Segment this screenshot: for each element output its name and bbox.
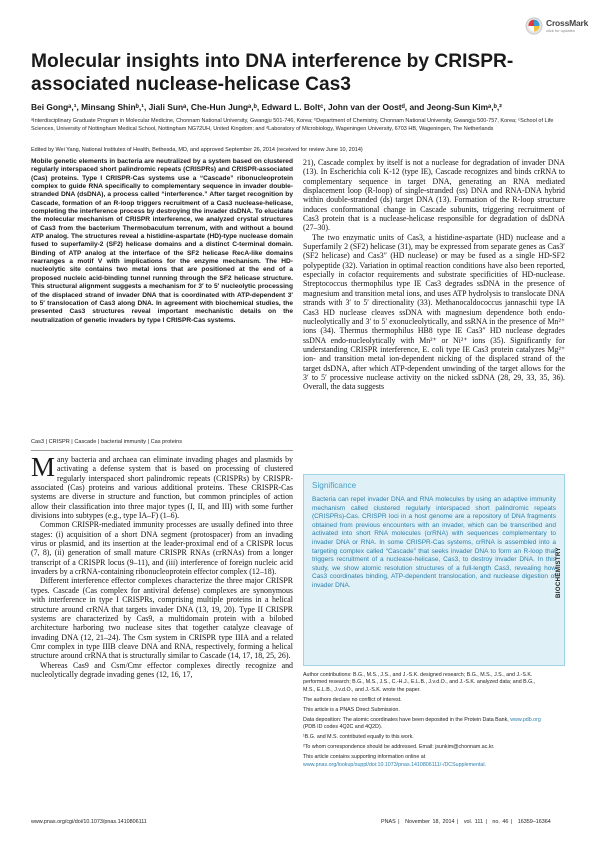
keywords-divider	[31, 450, 293, 451]
journal-footer: PNAS | November 18, 2014 | vol. 111 | no. 46 | 16359–16364	[381, 819, 551, 825]
body-column-left	[31, 452, 293, 679]
article-title: Molecular insights into DNA interference by CRISPR-associated nuclease-helicase Cas3	[31, 51, 514, 95]
author-contributions: Author contributions: B.G., M.S., J.S., and J.-S.K. designed research; B.G., M.S., J.S., and J.-S.K. performed research; B.G., M.S., J.S., C.-H.J., E.L.B., J.v.d.O., and J.-S.K. analyzed data; and B.G., M.S., E.L.B., J.v.d.O., and J.-S.K. wrote the paper.	[303, 672, 536, 693]
article-notes	[303, 672, 547, 772]
significance-text: Bacteria can repel invader DNA and RNA molecules by using an adaptive immunity mechanism called clustered regularly interspaced short palindromic repeats (CRISPRs)-Cas. CRISPR loci in a host genome are a repository of DNA fragments obtained from previous encounters with an invader, which can be transcribed and activated into short RNA molecules (crRNA) with sequences complementary to invader DNA or RNA. In some CRISPR-Cas systems, crRNA is assembled into a targeting complex called “Cascade” that seeks invader DNA to form an R-loop that triggers recruitment of a nuclease-helicase, Cas3, to destroy invader DNA. In this study, we show atomic resolution structures of a full-length Cas3, revealing how Cas3 coordinates binding, ATP-dependent translocation, and nuclease digestion of invader DNA.	[312, 496, 556, 589]
keywords: Cas3 | CRISPR | Cascade | bacterial immunity | Cas proteins	[31, 439, 182, 445]
issue: no. 46	[492, 819, 509, 825]
supporting-info: This article contains supporting information online at www.pnas.org/lookup/suppl/doi:10.1073/pnas.1410806111/-/DCSupplemental.	[303, 754, 486, 768]
page-range: 16359–16364	[517, 819, 551, 825]
crossmark-icon	[525, 17, 543, 35]
body-paragraph: Whereas Cas9 and Csm/Cmr effector complexes directly recognize and nucleolytically degrade invading genes (12, 16, 17,	[31, 660, 293, 679]
affiliations: ᵃInterdisciplinary Graduate Program in Molecular Medicine, Chonnam National University, Gwangju 501-746, Korea; ᵇDepartment of Chemistry, Chonnam National University, Gwangju 500-757, Korea; ᶜSchool of Life Sciences, University of Nottingham Medical School, Nottingham NG72UH, United Kingdom; and ᵈLaboratory of Microbiology, Wageningen University, 6703 HB, Wageningen, The Netherlands	[31, 118, 554, 133]
body-paragraph: Common CRISPR-mediated immunity processes are usually defined into three stages: (i) acquisition of a short DNA segment (protospacer) from an invading virus or plasmid, and its insertion at the leader-proximal end of a CRISPR locus (7, 8), (ii) generation of small mature CRISPR RNAs (crRNAs) from a longer transcript of a CRISPR locus (9–11), and (iii) interference of foreign nucleic acid invaders by a crRNA-containing ribonucleoprotein effector complex (12–18).	[31, 520, 293, 577]
author-list: Bei Gongᵃ,¹, Minsang Shinᵇ,¹, Jiali Sunᵃ, Che-Hun Jungᵃ,ᵇ, Edward L. Boltᶜ, John van der Oostᵈ, and Jeong-Sun Kimᵃ,ᵇ,²	[31, 102, 502, 112]
supporting-info-link[interactable]: www.pnas.org/lookup/suppl/doi:10.1073/pnas.1410806111/-/DCSupplemental.	[303, 761, 486, 768]
conflict-statement: The authors declare no conflict of interest.	[303, 696, 402, 703]
crossmark-subtitle: click for updates	[546, 27, 575, 33]
body-paragraph: 21), Cascade complex by itself is not a nuclease for degradation of invader DNA (13). In Escherichia coli K-12 (type IE), Cascade recognizes and binds crRNA to complementary sequence in target DNA, generating an RNA mediated displacement loop (R-loop) of single-stranded (ss) DNA and RNA-DNA hybrid within double-stranded (ds) target DNA (13). Formation of the R-loop structure induces conformational change in Cascade subunits, triggering recruitment of Cas3 protein that is a nuclease-helicase responsible for degradation of dsDNA (27–30).	[303, 158, 565, 233]
body-paragraph: Different interference effector complexes characterize the three major CRISPR types. Cascade (Cas complex for antiviral defense) complexes are synonymous with interference in type I CRISPRs, comprising multiple proteins in a helical structure around crRNA that targets invader DNA (13, 19, 20). Type II CRISPR systems are characterized by Cas9, a multidomain protein with a bilobed architecture harboring two nuclease sites that together catalyze cleavage of invading DNA (12, 21–24). The Csm system in CRISPR type IIIA and a related Cmr complex in type IIIB cleave DNA and RNA, respectively, forming a helical structure around crRNA that is structurally similar to Cascade (14, 17, 18, 25, 26).	[31, 576, 293, 661]
significance-box	[303, 474, 565, 666]
body-paragraph: The two enzymatic units of Cas3, a histidine-aspartate (HD) nuclease and a Superfamily 2 (SF2) helicase (31), may be expressed from separate genes as Cas3′ (SF2 helicase) and Cas3″ (HD nuclease) or may be fused as a single HD-SF2 polypeptide (32). Variation in optimal reaction conditions have also been reported, especially in cofactor requirements and substrate specificities of HD-nuclease. Streptococcus thermophilus type IE Cas3 degrades ssDNA in the presence of magnesium and transition metal ions, and uses ATP hydrolysis to translocate DNA strands with 3′ to 5′ directionality (33). Methanocaldococcus jannaschii type IA Cas3 HD nuclease cleaves ssDNA with magnesium dependence both endo-nucleolytically and 3′ to 5′ exonucleolytically, and ssRNA in the presence of Mn²⁺ ions (34). Thermus thermophilus HB8 type IE Cas3″ HD nuclease degrades ssDNA endo-nucleolytically with Mn²⁺ or Ni²⁺ ions (35). Significantly for understanding CRISPR interference, E. coli type IE Cas3 protein catalyzes Mg²⁺ ion- and transition metal ion-dependent nicking of the displaced strand of the target dsDNA, after which ATP-dependent unwinding of the target allows for the 3′ to 5′ processive nuclease activity on the nicked ssDNA (28, 29, 33, 35, 36). Overall, the data suggests	[303, 232, 565, 392]
section-label: BIOCHEMISTRY	[555, 547, 562, 598]
edited-by: Edited by Wei Yang, National Institutes of Health, Bethesda, MD, and approved September 26, 2014 (received for review June 10, 2014)	[31, 147, 363, 153]
data-deposition: Data deposition: The atomic coordinates have been deposited in the Protein Data Bank, www.pdb.org (PDB ID codes 4Q2C and 4Q2D).	[303, 716, 541, 731]
correspondence-note: ²To whom correspondence should be addressed. Email: jsunkim@chonnam.ac.kr.	[303, 744, 495, 751]
doi-link[interactable]: www.pnas.org/cgi/doi/10.1073/pnas.1410806111	[31, 819, 147, 825]
body-column-right	[303, 158, 565, 392]
issue-date: November 18, 2014	[405, 819, 455, 825]
crossmark-badge[interactable]	[525, 14, 589, 38]
submission-note: This article is a PNAS Direct Submission.	[303, 706, 400, 713]
significance-heading: Significance	[312, 481, 357, 490]
crossmark-title: CrossMark	[546, 18, 589, 29]
drop-cap: M	[31, 452, 56, 482]
journal-name: PNAS	[381, 819, 396, 825]
volume: vol. 111	[463, 819, 483, 825]
pdb-link[interactable]: www.pdb.org	[510, 716, 541, 723]
body-paragraph: Many bacteria and archaea can eliminate invading phages and plasmids by activating a defense system that is based on processing of clustered regularly interspaced short palindromic repeats (CRISPRs) by CRISPR-associated (Cas) proteins and various additional proteins. These CRISPR-Cas systems are diverse in structure and function, but common principles of action allow their classification into three major types (I, II, and III) with some further divisions into subtypes (e.g., type IA–F) (1–6).	[31, 452, 293, 521]
equal-contribution-note: ¹B.G. and M.S. contributed equally to this work.	[303, 734, 414, 741]
abstract: Mobile genetic elements in bacteria are neutralized by a system based on clustered regularly interspaced short palindromic repeats (CRISPRs) and CRISPR-associated (Cas) proteins. Type I CRISPR-Cas systems use a “Cascade” ribonucleoprotein complex to guide RNA specifically to complementary sequence in invader double-stranded DNA (dsDNA), a process called “interference.” After target recognition by Cascade, formation of an R-loop triggers recruitment of a Cas3 nuclease-helicase, completing the interference process by destroying the invader dsDNA. To elucidate the molecular mechanism of CRISPR interference, we analyzed crystal structures of Cas3 from the bacterium Thermobaculum terrenum, with and without a bound ATP analog. The structures reveal a histidine-aspartate (HD)-type nuclease domain fused to superfamily-2 (SF2) helicase domains and a distinct C-terminal domain. Binding of ATP analog at the interface of the SF2 helicase RecA-like domains rearranges a motif V with implications for the enzyme mechanism. The HD-nucleolytic site contains two metal ions that are positioned at the end of a proposed nucleic acid-binding tunnel running through the SF2 helicase structure. This structural alignment suggests a mechanism for 3′ to 5′ nucleolytic processing of the displaced strand of invader DNA that is coordinated with ATP-dependent 3′ to 5′ translocation of Cas3 along DNA. In agreement with biochemical studies, the presented Cas3 structures reveal important mechanistic details on the neutralization of genetic invaders by type I CRISPR-Cas systems.	[31, 158, 293, 324]
